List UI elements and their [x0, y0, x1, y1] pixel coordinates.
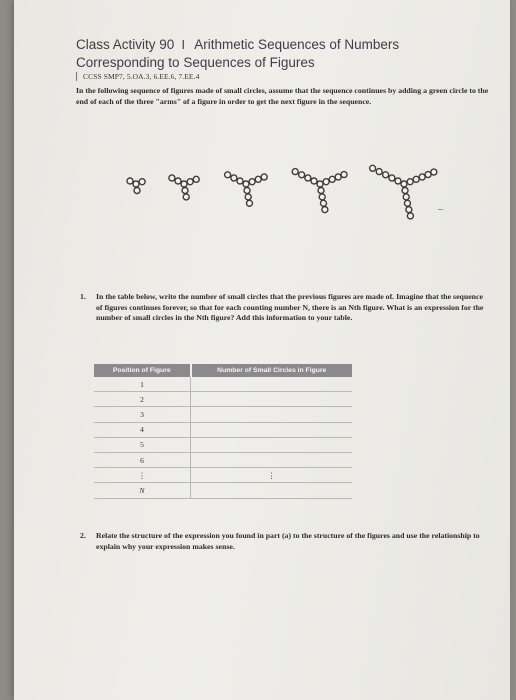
table-row — [94, 422, 352, 437]
circles-cell[interactable] — [191, 483, 353, 498]
position-cell: 5 — [94, 437, 191, 452]
circle-figure — [225, 172, 268, 207]
small-circle — [139, 179, 145, 185]
small-circle — [407, 213, 413, 219]
small-circle — [431, 169, 437, 175]
book-icon: Ⅰ — [181, 38, 186, 52]
small-circle — [323, 179, 329, 185]
table-row — [94, 452, 352, 467]
circles-cell[interactable] — [191, 422, 353, 437]
table-row — [94, 407, 352, 422]
small-circle — [317, 181, 323, 187]
small-circle — [127, 178, 133, 184]
position-cell: ⋮ — [94, 468, 191, 483]
small-circle — [305, 175, 311, 181]
small-circle — [370, 165, 376, 171]
circle-figure — [292, 169, 347, 213]
small-circle — [311, 178, 317, 184]
table-row — [94, 392, 352, 407]
small-circle — [322, 207, 328, 213]
table-row — [94, 377, 352, 392]
small-circle — [406, 207, 412, 213]
position-cell: 6 — [94, 452, 191, 467]
small-circle — [389, 175, 395, 181]
circles-cell[interactable] — [191, 377, 353, 392]
circles-cell[interactable] — [191, 437, 353, 452]
circles-cell[interactable] — [191, 392, 353, 407]
circle-figure — [127, 178, 145, 193]
small-circle — [329, 176, 335, 182]
small-circle — [169, 175, 175, 181]
question-1 — [80, 292, 491, 324]
small-circle — [193, 176, 199, 182]
answer-table — [94, 364, 352, 499]
small-circle — [401, 181, 407, 187]
question-2-text: Relate the structure of the expression you found in part (a) to the structure of the figures and use the relationship to explain why your expression makes sense. — [96, 531, 480, 551]
small-circle — [318, 187, 324, 193]
small-circle — [255, 176, 261, 182]
position-cell: 1 — [94, 377, 191, 392]
title-topic: Arithmetic Sequences of Numbers — [194, 37, 400, 52]
small-circle — [404, 200, 410, 206]
title-activity: Class Activity 90 — [76, 37, 175, 52]
figure-sequence — [114, 140, 454, 220]
small-circle — [237, 178, 243, 184]
small-circle — [182, 187, 188, 193]
small-circle — [175, 178, 181, 184]
table-row — [94, 483, 352, 498]
column-header-position: Position of Figure — [94, 364, 191, 377]
small-circle — [231, 175, 237, 181]
small-circle — [419, 174, 425, 180]
small-circle — [243, 181, 249, 187]
small-circle — [376, 169, 382, 175]
question-2 — [80, 531, 496, 552]
small-circle — [183, 194, 189, 200]
circles-cell[interactable] — [191, 407, 353, 422]
small-circle — [299, 172, 305, 178]
intro-paragraph: In the following sequence of figures made of small circles, assume that the sequence continues by adding a green circle to the end of each of the three "arms" of a figure in order to get the next figure in the sequence. — [76, 86, 489, 106]
circles-cell: ⋮ — [191, 468, 353, 483]
question-2-number: 2. — [80, 531, 86, 540]
continuation-mark — [438, 209, 443, 210]
small-circle — [403, 194, 409, 200]
small-circle — [425, 172, 431, 178]
circle-figure — [370, 165, 437, 219]
position-cell: 2 — [94, 392, 191, 407]
small-circle — [383, 172, 389, 178]
small-circle — [187, 179, 193, 185]
column-header-circles: Number of Small Circles in Figure — [191, 364, 353, 377]
small-circle — [395, 178, 401, 184]
small-circle — [181, 181, 187, 187]
page-title — [76, 36, 476, 71]
small-circle — [402, 187, 408, 193]
small-circle — [244, 187, 250, 193]
small-circle — [413, 176, 419, 182]
worksheet-page — [14, 0, 510, 700]
small-circle — [134, 187, 140, 193]
position-cell: 4 — [94, 422, 191, 437]
circles-cell[interactable] — [191, 452, 353, 467]
small-circle — [407, 179, 413, 185]
small-circle — [249, 179, 255, 185]
small-circle — [261, 174, 267, 180]
small-circle — [341, 172, 347, 178]
small-circle — [225, 172, 231, 178]
position-cell: 3 — [94, 407, 191, 422]
small-circle — [246, 200, 252, 206]
small-circle — [320, 200, 326, 206]
circle-figure — [169, 175, 199, 200]
table-row — [94, 437, 352, 452]
small-circle — [292, 169, 298, 175]
small-circle — [133, 181, 139, 187]
question-1-number: 1. — [80, 292, 86, 301]
small-circle — [335, 174, 341, 180]
title-subtopic: Corresponding to Sequences of Figures — [76, 55, 315, 70]
table-row — [94, 468, 352, 483]
standards-line: CCSS SMP7, 5.OA.3, 6.EE.6, 7.EE.4 — [76, 72, 199, 81]
small-circle — [245, 194, 251, 200]
question-1-text: In the table below, write the number of small circles that the previous figures are made of. Imagine that the sequence of figures continues forever, so that for each counting number N, there is an Nth figure. What is an expression for the number of small circles in the Nth figure? Add this information to your table. — [96, 292, 484, 322]
position-cell: N — [94, 483, 191, 498]
small-circle — [319, 194, 325, 200]
